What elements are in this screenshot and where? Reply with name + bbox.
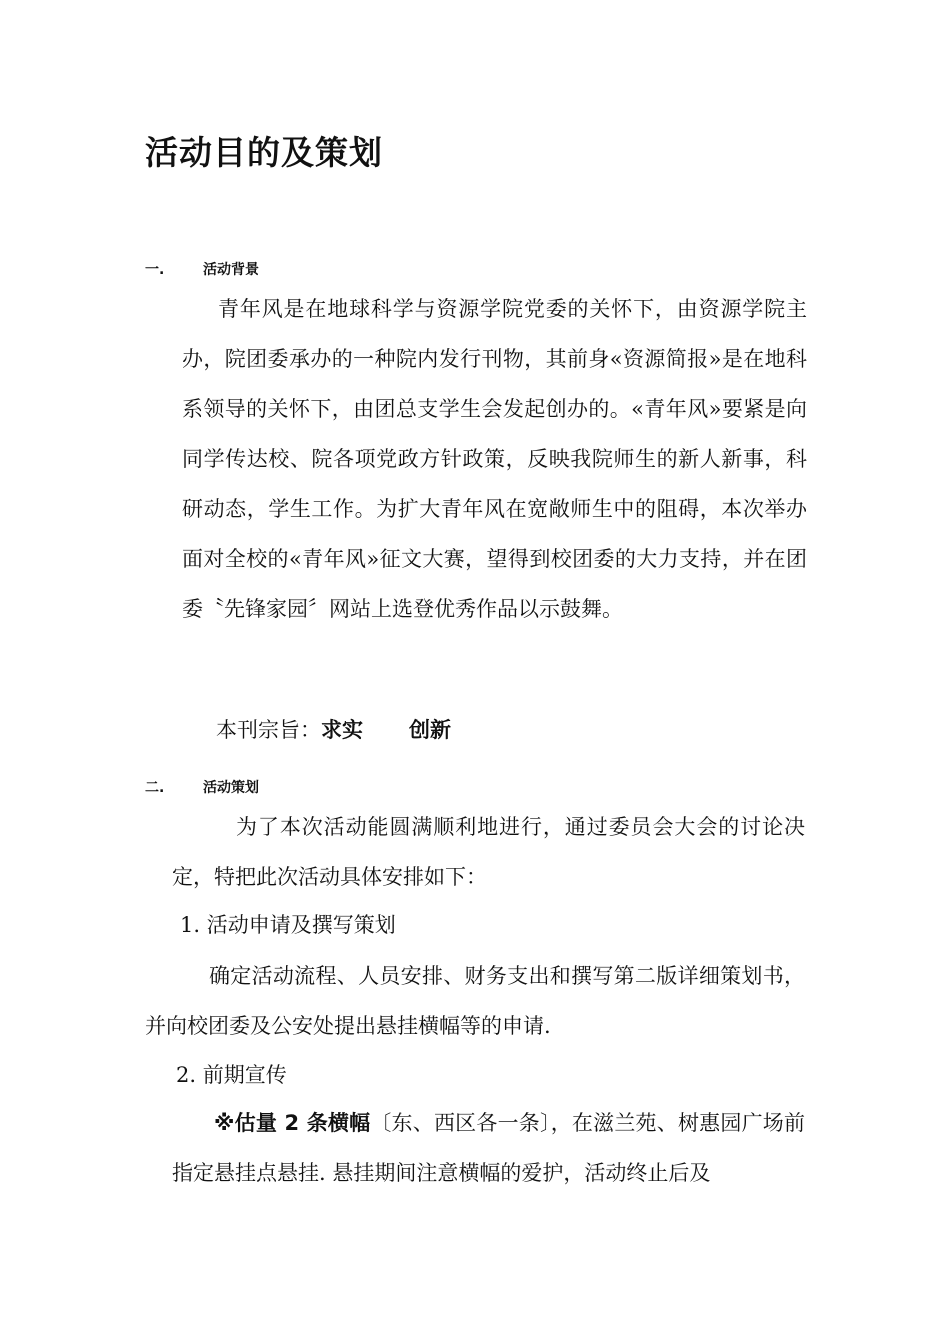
plan-item-2-title: 2. 前期宣传 [176,1063,287,1087]
motto-value-2: 创新 [409,718,451,742]
banner-details: 〔东、西区各一条〕，在滋兰苑、树惠园广场前指定悬挂点悬挂. 悬挂期间注意横幅的爱护，活动终止后及 [172,1111,806,1185]
section-title: 活动策划 [203,780,259,796]
section-heading-plan [145,778,259,798]
section-number: 二. [145,780,165,796]
plan-item-1-text: 确定活动流程、人员安排、财务支出和撰写第二版详细策划书，并向校团委及公安处提出悬挂横幅等的申请. [145,964,805,1038]
motto-label: 本刊宗旨： [216,718,321,742]
motto-line [216,705,451,755]
section-heading-background [145,260,259,280]
plan-intro-paragraph: 为了本次活动能圆满顺利地进行，通过委员会大会的讨论决定，特把此次活动具体安排如下： [172,815,805,889]
page-title: 活动目的及策划 [145,133,383,172]
plan-item-1-title: 1. 活动申请及撰写策划 [180,913,396,937]
banner-estimate: ※估量 2 条横幅 [214,1111,371,1135]
section-title: 活动背景 [203,262,259,278]
plan-item-2-text [172,1098,805,1198]
background-paragraph: 青年风是在地球科学与资源学院党委的关怀下，由资源学院主办，院团委承办的一种院内发行刊物，其前身«资源简报»是在地科系领导的关怀下，由团总支学生会发起创办的。«青年风»要紧是向同学传达校、院各项党政方针政策，反映我院师生的新人新事，科研动态，学生工作。为扩大青年风在宽敞师生中的阻碍，本次举办面对全校的«青年风»征文大赛，望得到校团委的大力支持，并在团委〝先锋家园〞网站上选登优秀作品以示鼓舞。 [182,297,807,621]
motto-value-1: 求实 [321,718,363,742]
section-number: 一. [145,262,165,278]
